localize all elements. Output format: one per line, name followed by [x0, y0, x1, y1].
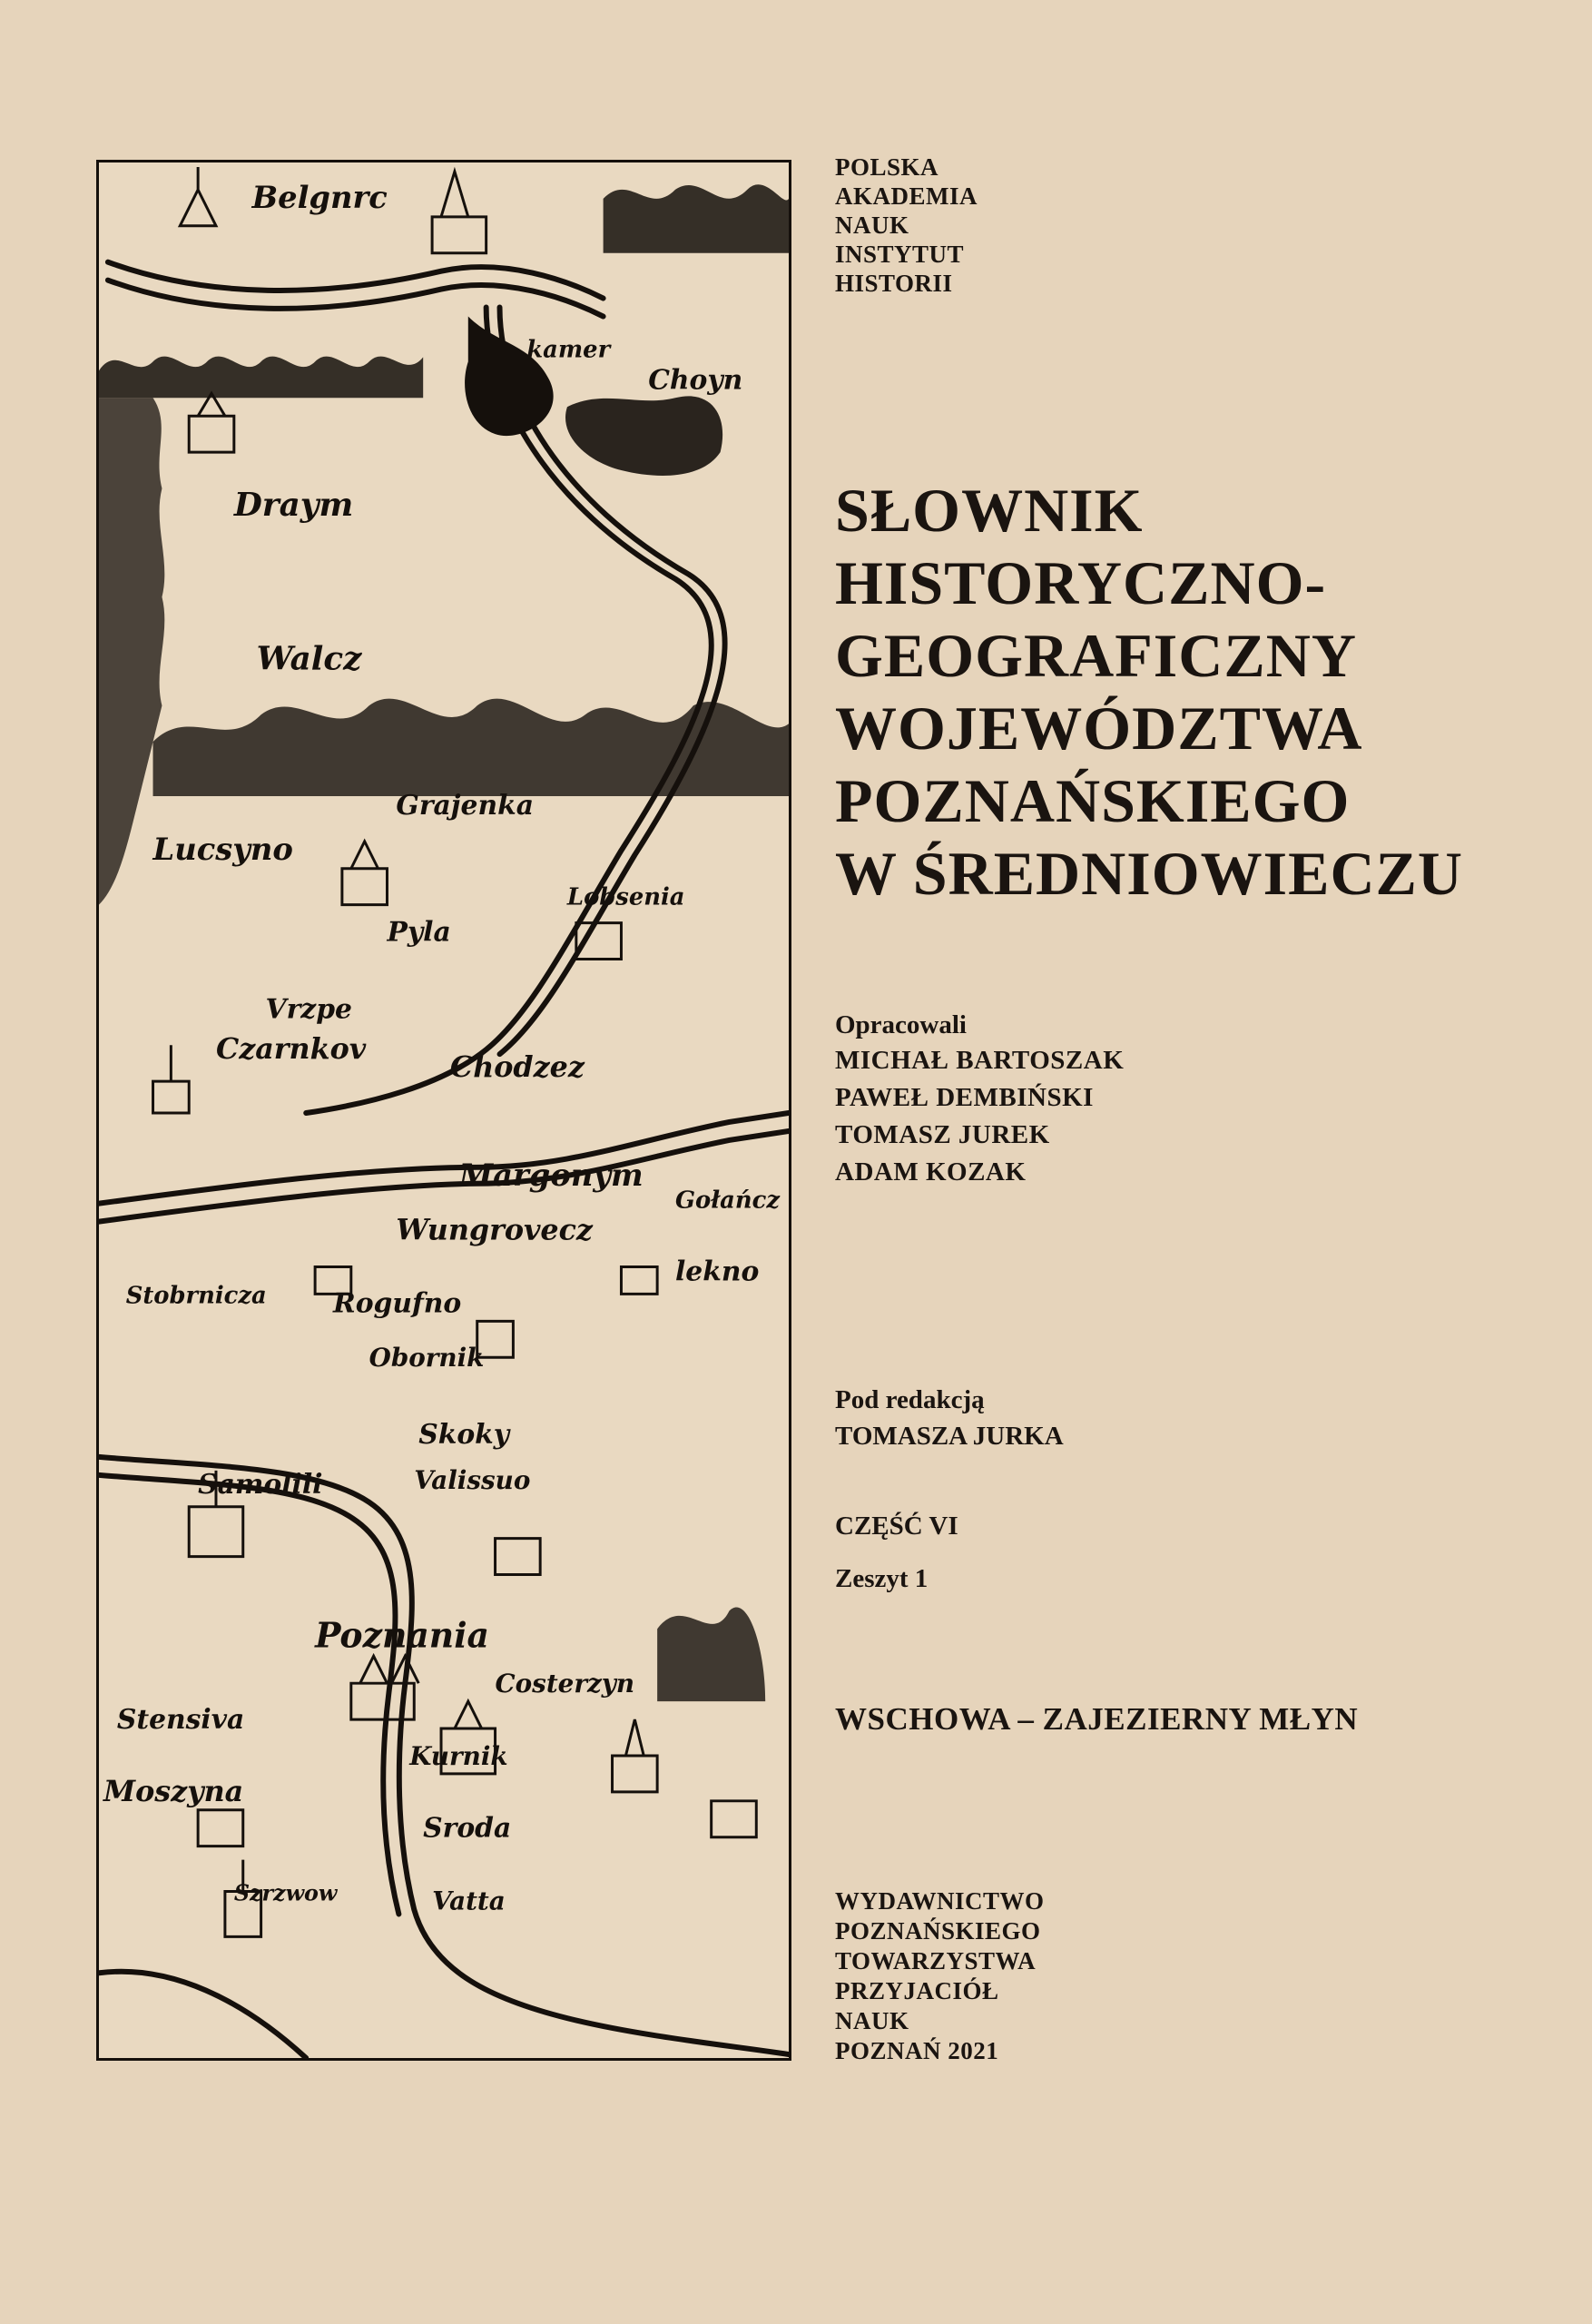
title-line: SŁOWNIK [835, 476, 1144, 545]
title-line: POZNAŃSKIEGO [835, 766, 1351, 835]
editor-label: Pod redakcją [835, 1385, 985, 1414]
part-number: CZĘŚĆ VI [835, 1512, 958, 1541]
map-place-label: Czarnkov [215, 1031, 367, 1067]
institution-line: INSTYTUT [835, 241, 965, 268]
map-place-label: Kurnik [409, 1740, 508, 1771]
publisher-line: NAUK [835, 2007, 909, 2034]
map-drawing [99, 162, 789, 2058]
map-place-label: Belgnrc [251, 178, 388, 215]
institution-line: HISTORII [835, 270, 953, 297]
volume-range: WSCHOWA – ZAJEZIERNY MŁYN [835, 1701, 1359, 1737]
map-place-label: Stensiva [116, 1703, 245, 1737]
map-place-label: Skoky [418, 1418, 510, 1451]
map-place-label: Costerzyn [495, 1669, 635, 1699]
historical-map [96, 160, 791, 2061]
map-place-label: Sroda [423, 1812, 512, 1845]
map-place-label: Grajenka [396, 789, 535, 822]
map-place-label: Samolili [198, 1468, 323, 1501]
map-place-label: Szrzwow [233, 1880, 338, 1906]
editor-name: TOMASZA JURKA [835, 1422, 1064, 1451]
map-place-label: Chodzez [449, 1049, 585, 1085]
map-place-label: Margonym [458, 1156, 644, 1193]
issue-number: Zeszyt 1 [835, 1564, 929, 1593]
publisher-line: PRZYJACIÓŁ [835, 1977, 999, 2004]
publisher-line: TOWARZYSTWA [835, 1947, 1037, 1974]
map-place-label: Gołańcz [674, 1187, 780, 1215]
map-place-label: Moszyna [103, 1773, 244, 1808]
map-place-label: Pyla [387, 916, 451, 949]
institution-name [835, 153, 978, 298]
map-place-label: Lucsyno [152, 830, 293, 867]
map-place-label: Choyn [648, 364, 743, 397]
title-line: W ŚREDNIOWIECZU [835, 839, 1464, 908]
publisher-block [835, 1886, 1045, 2066]
author-name: PAWEŁ DEMBIŃSKI [835, 1083, 1094, 1112]
map-place-label: Valissuo [414, 1464, 531, 1495]
title-line: HISTORYCZNO- [835, 548, 1327, 617]
map-place-label: lekno [674, 1256, 760, 1288]
publisher-line: POZNAŃSKIEGO [835, 1917, 1041, 1945]
map-place-label: Walcz [256, 639, 362, 678]
book-title [835, 474, 1463, 910]
author-name: ADAM KOZAK [835, 1157, 1027, 1187]
map-place-label: Poznania [315, 1615, 489, 1656]
title-line: WOJEWÓDZTWA [835, 694, 1363, 763]
editors-label: Opracowali [835, 1010, 967, 1039]
author-list [835, 1042, 1124, 1191]
map-place-label: Rogufno [332, 1287, 462, 1320]
publisher-line: WYDAWNICTWO [835, 1887, 1045, 1915]
title-line: GEOGRAFICZNY [835, 621, 1357, 690]
editor-block [835, 1382, 1064, 1454]
publisher-line: POZNAŃ 2021 [835, 2037, 999, 2064]
author-name: TOMASZ JUREK [835, 1120, 1050, 1149]
map-place-label: Obornik [369, 1343, 485, 1374]
river-warta-inner [99, 1475, 398, 1915]
river-bottom [99, 1972, 306, 2058]
map-place-label: kamer [526, 336, 611, 364]
map-place-label: Draym [233, 485, 354, 524]
institution-line: NAUK [835, 212, 909, 239]
map-place-label: Lobsenia [566, 883, 685, 911]
map-place-label: Wungrovecz [396, 1212, 593, 1247]
institution-line: AKADEMIA [835, 182, 978, 210]
institution-line: POLSKA [835, 153, 939, 181]
map-place-label: Vatta [432, 1886, 506, 1916]
map-place-label: Stobrnicza [125, 1282, 267, 1310]
map-place-label: Vrzpe [265, 993, 352, 1026]
author-name: MICHAŁ BARTOSZAK [835, 1046, 1125, 1075]
